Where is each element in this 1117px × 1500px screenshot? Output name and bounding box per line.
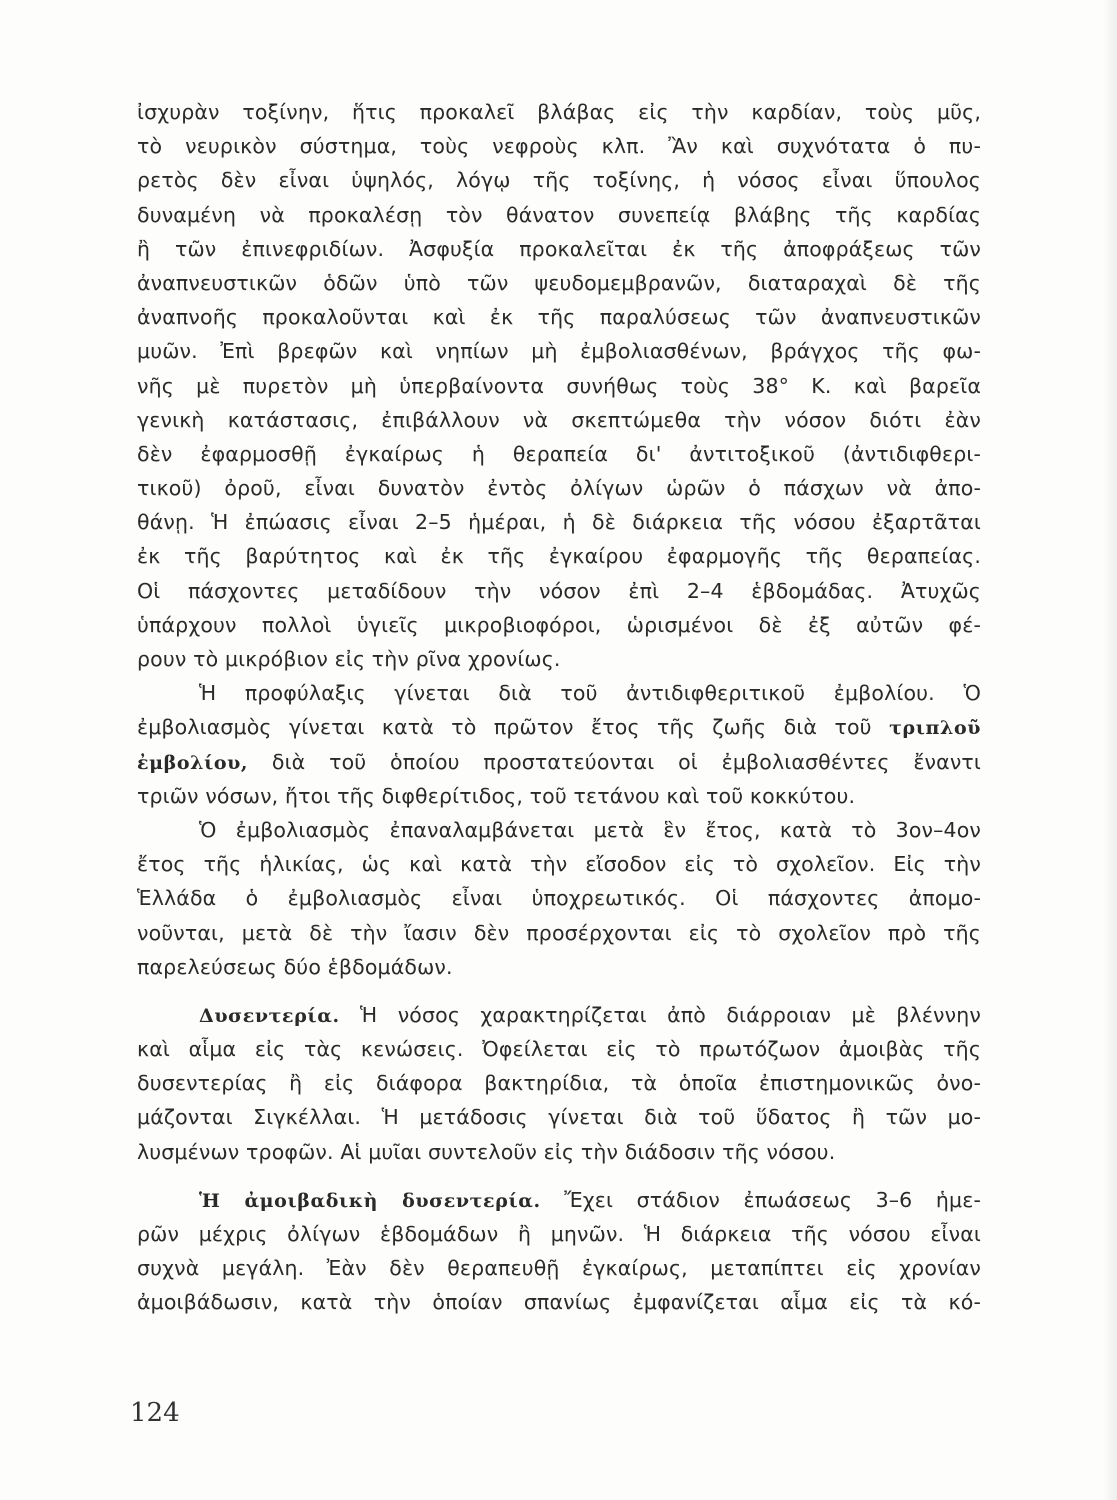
text-line: ἢ τῶν ἐπινεφριδίων. Ἀσφυξία προκαλεῖται ἐκ τῆς ἀποφράξεως τῶν [137, 236, 981, 261]
text-line [137, 998, 981, 1032]
text-line: δὲν ἐφαρμοσθῇ ἐγκαίρως ἡ θεραπεία δι' ἀντιτοξικοῦ (ἀντιδιφθερι- [137, 441, 981, 466]
text-line: γενικὴ κατάστασις, ἐπιβάλλουν νὰ σκεπτώμεθα τὴν νόσον διότι ἐὰν [137, 407, 981, 432]
text-line: ρῶν μέχρις ὀλίγων ἑβδομάδων ἢ μηνῶν. Ἡ διάρκεια τῆς νόσου εἶναι [137, 1222, 981, 1246]
page-number: 124 [130, 1398, 180, 1428]
text-line: μάζονται Σιγκέλλαι. Ἡ μετάδοσις γίνεται διὰ τοῦ ὕδατος ἢ τῶν μο- [137, 1105, 981, 1130]
line-text: ἐμβολιασμὸς γίνεται κατὰ τὸ πρῶτον ἔτος τῆς ζωῆς διὰ τοῦ [137, 715, 872, 740]
text-line: Οἱ πάσχοντες μεταδίδουν τὴν νόσον ἐπὶ 2–4 ἑβδομάδας. Ἀτυχῶς [137, 578, 981, 603]
line-text: Ἔχει στάδιον ἐπωάσεως 3–6 ἡμε- [564, 1187, 981, 1212]
text-line [137, 745, 981, 779]
line-text: Ἡ νόσος χαρακτηρίζεται ἀπὸ διάρροιαν μὲ βλέννην [360, 1002, 981, 1027]
text-line: Ἑλλάδα ὁ ἐμβολιασμὸς εἶναι ὑποχρεωτικός. Οἱ πάσχοντες ἀπομο- [137, 886, 981, 911]
text-line: ἀναπνευστικῶν ὁδῶν ὑπὸ τῶν ψευδομεμβρανῶν, διαταραχαὶ δὲ τῆς [137, 270, 981, 295]
text-line [137, 1183, 981, 1217]
text-line: τικοῦ) ὀροῦ, εἶναι δυνατὸν ἐντὸς ὀλίγων ὡρῶν ὁ πάσχων νὰ ἀπο- [137, 476, 981, 501]
text-line: ἀμοιβάδωσιν, κατὰ τὴν ὁποίαν σπανίως ἐμφανίζεται αἷμα εἰς τὰ κό- [137, 1290, 981, 1315]
text-line: Ὁ ἐμβολιασμὸς ἐπαναλαμβάνεται μετὰ ἓν ἔτος, κατὰ τὸ 3ον–4ον [199, 817, 981, 842]
section-heading-amoebic-dysentery: Ἡ ἀμοιβαδικὴ δυσεντερία. [199, 1189, 541, 1212]
text-line: ἀναπνοῆς προκαλοῦνται καὶ ἐκ τῆς παραλύσεως τῶν ἀναπνευστικῶν [137, 305, 981, 330]
text-line: καὶ αἷμα εἰς τὰς κενώσεις. Ὀφείλεται εἰς τὸ πρωτόζωον ἀμοιβὰς τῆς [137, 1037, 981, 1062]
text-line: δυναμένη νὰ προκαλέσῃ τὸν θάνατον συνεπείᾳ βλάβης τῆς καρδίας [137, 202, 981, 227]
text-line: τριῶν νόσων, ἤτοι τῆς διφθερίτιδος, τοῦ τετάνου καὶ τοῦ κοκκύτου. [137, 783, 856, 808]
text-line: παρελεύσεως δύο ἑβδομάδων. [137, 954, 453, 979]
text-line [137, 710, 981, 744]
bold-term-vaccine: ἐμβολίου, [137, 751, 249, 774]
text-line: θάνῃ. Ἡ ἐπώασις εἶναι 2–5 ἡμέραι, ἡ δὲ διάρκεια τῆς νόσου ἐξαρτᾶται [137, 510, 981, 535]
text-line: ἰσχυρὰν τοξίνην, ἥτις προκαλεῖ βλάβας εἰς τὴν καρδίαν, τοὺς μῦς, [137, 100, 981, 124]
text-line: νῆς μὲ πυρετὸν μὴ ὑπερβαίνοντα συνήθως τοὺς 38° Κ. καὶ βαρεῖα [137, 373, 981, 398]
bold-term-triple: τριπλοῦ [889, 717, 981, 740]
text-line: τὸ νευρικὸν σύστημα, τοὺς νεφροὺς κλπ. Ἂν καὶ συχνότατα ὁ πυ- [137, 134, 981, 159]
line-text: διὰ τοῦ ὁποίου προστατεύονται οἱ ἐμβολιασθέντες ἔναντι [271, 749, 981, 774]
text-line: ὑπάρχουν πολλοὶ ὑγιεῖς μικροβιοφόροι, ὡρισμένοι δὲ ἐξ αὐτῶν φέ- [137, 612, 981, 637]
text-line: συχνὰ μεγάλη. Ἐὰν δὲν θεραπευθῇ ἐγκαίρως, μεταπίπτει εἰς χρονίαν [137, 1256, 981, 1281]
text-line: Ἡ προφύλαξις γίνεται διὰ τοῦ ἀντιδιφθεριτικοῦ ἐμβολίου. Ὁ [199, 681, 981, 706]
text-line: ἔτος τῆς ἡλικίας, ὡς καὶ κατὰ τὴν εἴσοδον εἰς τὸ σχολεῖον. Εἰς τὴν [137, 852, 981, 877]
text-line: νοῦνται, μετὰ δὲ τὴν ἴασιν δὲν προσέρχονται εἰς τὸ σχολεῖον πρὸ τῆς [137, 920, 981, 945]
text-line: ἐκ τῆς βαρύτητος καὶ ἐκ τῆς ἐγκαίρου ἐφαρμογῆς τῆς θεραπείας. [137, 544, 981, 569]
text-line: δυσεντερίας ἢ εἰς διάφορα βακτηρίδια, τὰ ὁποῖα ἐπιστημονικῶς ὀνο- [137, 1071, 981, 1096]
text-line: ρουν τὸ μικρόβιον εἰς τὴν ρῖνα χρονίως. [137, 647, 561, 671]
text-line: μυῶν. Ἐπὶ βρεφῶν καὶ νηπίων μὴ ἐμβολιασθένων, βράγχος τῆς φω- [137, 339, 981, 364]
section-heading-dysentery: Δυσεντερία. [199, 1004, 340, 1027]
page-edge-shadow [1103, 0, 1117, 1500]
body-text [137, 95, 981, 1320]
text-line: λυσμένων τροφῶν. Αἱ μυῖαι συντελοῦν εἰς τὴν διάδοσιν τῆς νόσου. [137, 1139, 836, 1164]
text-line: ρετὸς δὲν εἶναι ὑψηλός, λόγῳ τῆς τοξίνης, ἡ νόσος εἶναι ὕπουλος [137, 168, 981, 193]
